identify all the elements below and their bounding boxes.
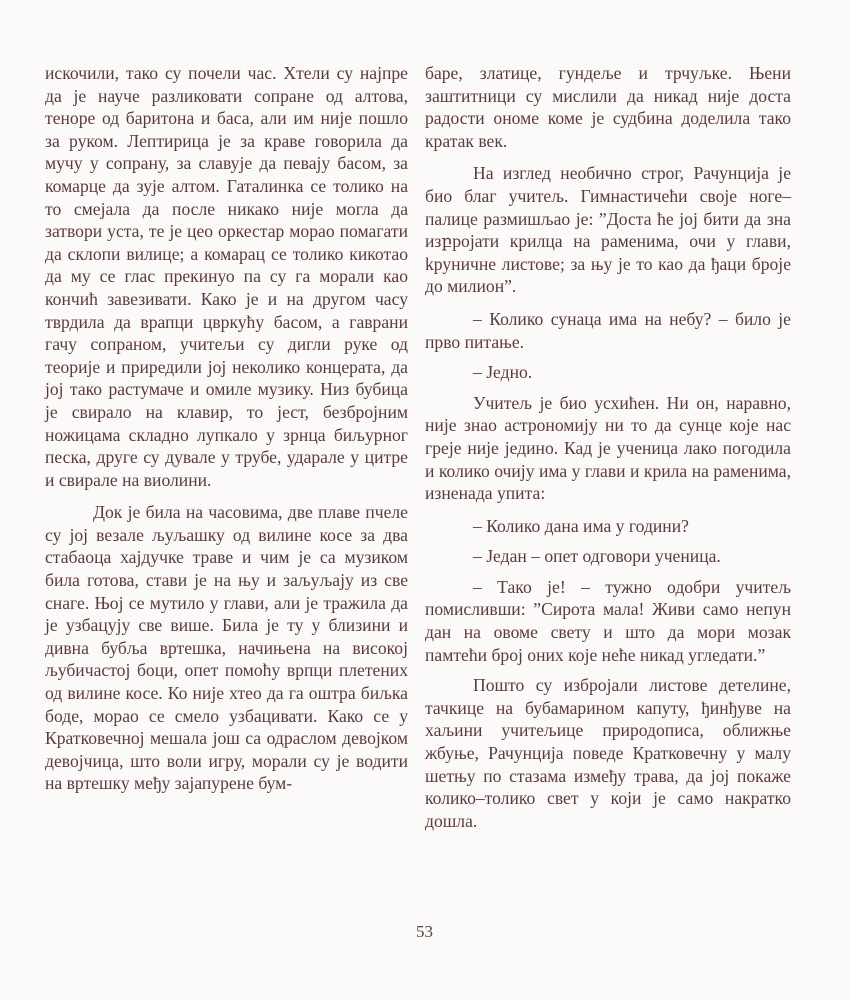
dialogue-line: – Једно. [473,362,533,383]
paragraph: Учитељ је био усхићен. Ни он, наравно, није знао астрономију ни то да сунце које нас греје није једино. Кад је ученица лако погодила и колико очију има у глави и крила на раменима, изненада упита: [425,392,791,504]
dialogue-line: – Тако је! – тужно одобри учитељ помисливши: ”Сирота мала! Живи само непун дан на овоме свету и што да мори мозак памтећи број оних које неће никад угледати.” [425,576,791,665]
dialogue-line: – Један – опет одговори ученица. [473,546,721,567]
paragraph: баре, златице, гундеље и трчуљке. Њени заштитници су мислили да никад није доста радости ономе коме је судбина доделила тако кратак век. [425,63,791,151]
paragraph: Док је била на часовима, две плаве пчеле су јој везале љуљашку од вилине косе за два стабаоца хајдучке траве и чим је са музиком била готова, стави је на њу и заљуљају из све снаге. Њој се мутило у глави, али је тражила да је узбацују све више. Била је ту у близини и дивна бубља вртешка, начињена на високој љубичастој боци, опет помоћу врпци плетених од вилине косе. Ко није хтео да га оштра биљка боде, морао се смело узбацивати. Како се у Кратковечној мешала још са одраслом девојком девојчица, што воли игру, морали су је водити на вртешку међу зајапурене бум- [45,502,408,794]
left-column [45,62,408,805]
dialogue-line: – Колико дана има у години? [473,515,689,536]
paragraph: искочили, тако су почели час. Хтели су најпре да је науче разликовати сопране од алтова, теноре од баритона и баса, али им није пошло за руком. Лептирица је за краве говорила да мучу у сопрану, за славује да певају басом, за комарце да зује алтом. Гаталинка се толико на то смејала да после никако није могла да затвори уста, те је цео оркестар морао помагати да склопи вилице; а комарац се толико кикотао да му се глас прекинуо па су га морали као кончић завезивати. Како је и на другом часу тврдила да врапци цвркућу басом, а гаврани гачу сопраном, учитељи су дигли руке од теорије и приредили јој неколико концерата, да јој тако растумаче и омиле музику. Низ бубица је свирало на клавир, то јест, безбројним ножицама складно лупкало у зрнца биљурног песка, друге су дувале у трубе, ударале у цитре и свирале на виолини. [45,63,408,490]
page-number: 53 [416,922,433,941]
paragraph: Пошто су избројали листове детелине, тачкице на бубамарином капуту, ђинђуве на хаљини учитељице природописа, оближње жбуње, Рачунција поведе Кратковечну у малу шетњу по стазама између трава, да јој покаже колико–толико свет у који је само накратко дошла. [425,675,791,831]
right-column [425,62,791,842]
paragraph: На изглед необично строг, Рачунција је био благ учитељ. Гимнастичећи своје ноге–палице размишљао је: ”Доста ће јој бити да зна изբројати крилца на раменима, очи у глави, kруничне листове; за њу је то као да ђаци броје до милион”. [425,163,791,297]
dialogue-line: – Колико сунаца има на небу? – било је прво питање. [425,308,791,352]
